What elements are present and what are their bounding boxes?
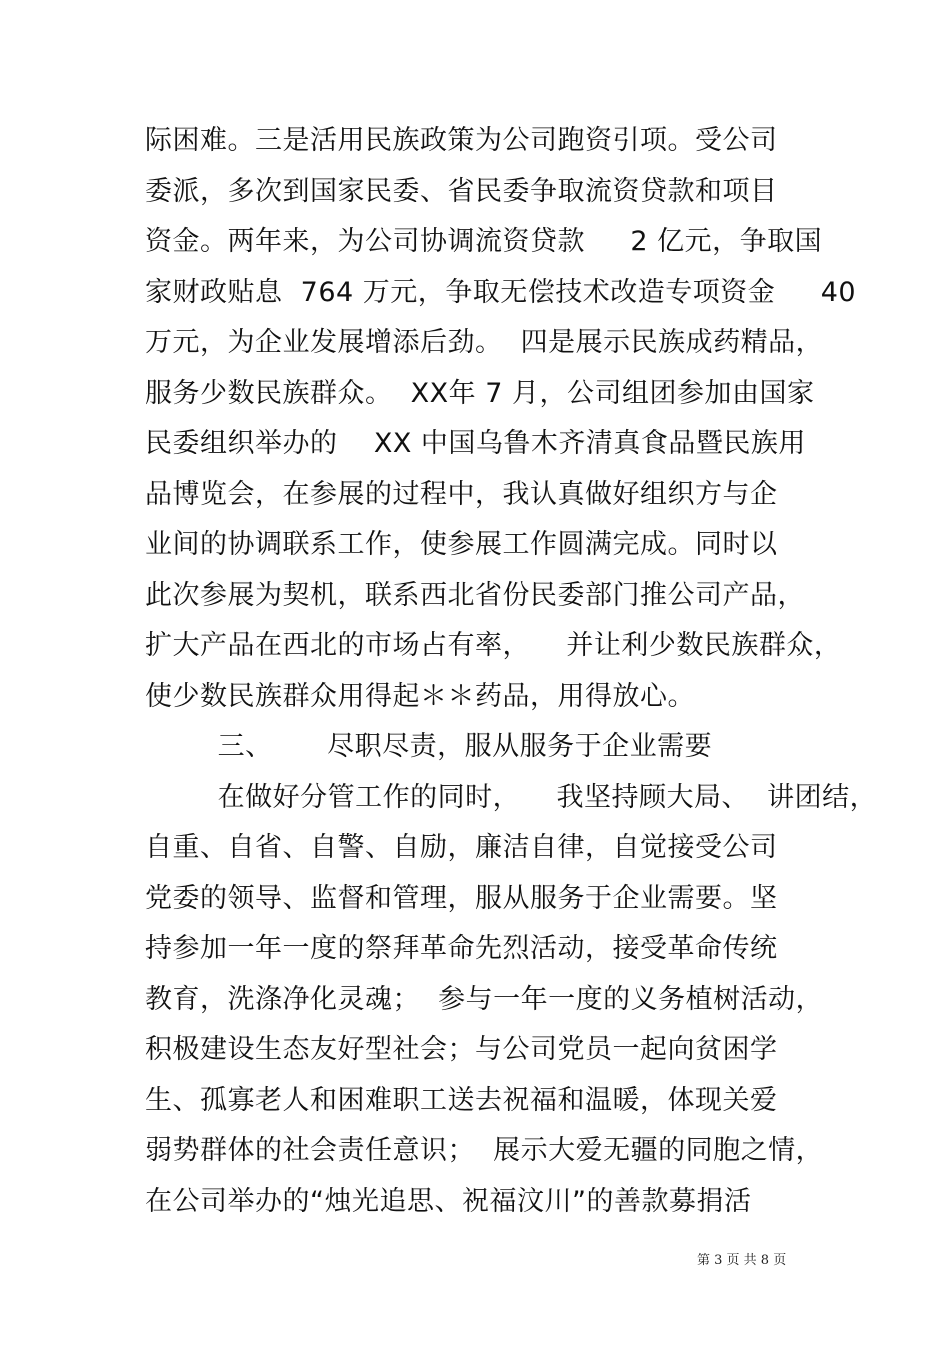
- section-heading: 三、 尽职尽责，服从服务于企业需要: [145, 731, 713, 762]
- text-line: 在做好分管工作的同时， 我坚持顾大局、 讲团结，: [145, 781, 878, 813]
- page-number-footer: 第 3 页 共 8 页: [697, 1253, 787, 1268]
- text-line: 自重、自省、自警、自励，廉洁自律，自觉接受公司: [145, 832, 778, 863]
- text-line: 品博览会，在参展的过程中，我认真做好组织方与企: [145, 478, 778, 510]
- text-line: 持参加一年一度的祭拜革命先烈活动，接受革命传统: [145, 933, 778, 964]
- text-line: 万元，为企业发展增添后劲。 四是展示民族成药精品，: [145, 327, 824, 358]
- text-line: 在公司举办的“烛光追思、祝福汶川”的善款募捐活: [145, 1185, 752, 1217]
- text-line: 服务少数民族群众。 XX年 7 月，公司组团参加由国家: [145, 377, 815, 409]
- text-line: 教育，洗涤净化灵魂； 参与一年一度的义务植树活动，: [145, 983, 824, 1015]
- text-line: 民委组织举办的 XX 中国乌鲁木齐清真食品暨民族用: [145, 428, 806, 459]
- text-line: 家财政贴息 764 万元，争取无偿技术改造专项资金 40: [145, 276, 857, 308]
- text-line: 委派，多次到国家民委、省民委争取流资贷款和项目: [145, 175, 778, 207]
- text-line: 生、孤寡老人和困难职工送去祝福和温暖，体现关爱: [145, 1084, 778, 1116]
- text-line: 际困难。三是活用民族政策为公司跑资引项。受公司: [145, 125, 778, 156]
- text-line: 党委的领导、监督和管理，服从服务于企业需要。坚: [145, 882, 778, 914]
- text-line: 积极建设生态友好型社会；与公司党员一起向贫困学: [145, 1034, 778, 1065]
- text-line: 扩大产品在西北的市场占有率， 并让利少数民族群众，: [145, 630, 842, 661]
- text-line: 此次参展为契机，联系西北省份民委部门推公司产品，: [145, 579, 805, 611]
- text-line: 资金。两年来，为公司协调流资贷款 2 亿元，争取国: [145, 226, 823, 257]
- text-line: 使少数民族群众用得起＊＊药品，用得放心。: [145, 680, 695, 712]
- text-line: 业间的协调联系工作，使参展工作圆满完成。同时以: [145, 529, 778, 560]
- body-text: [145, 116, 878, 1227]
- text-line: 弱势群体的社会责任意识； 展示大爱无疆的同胞之情，: [145, 1135, 824, 1166]
